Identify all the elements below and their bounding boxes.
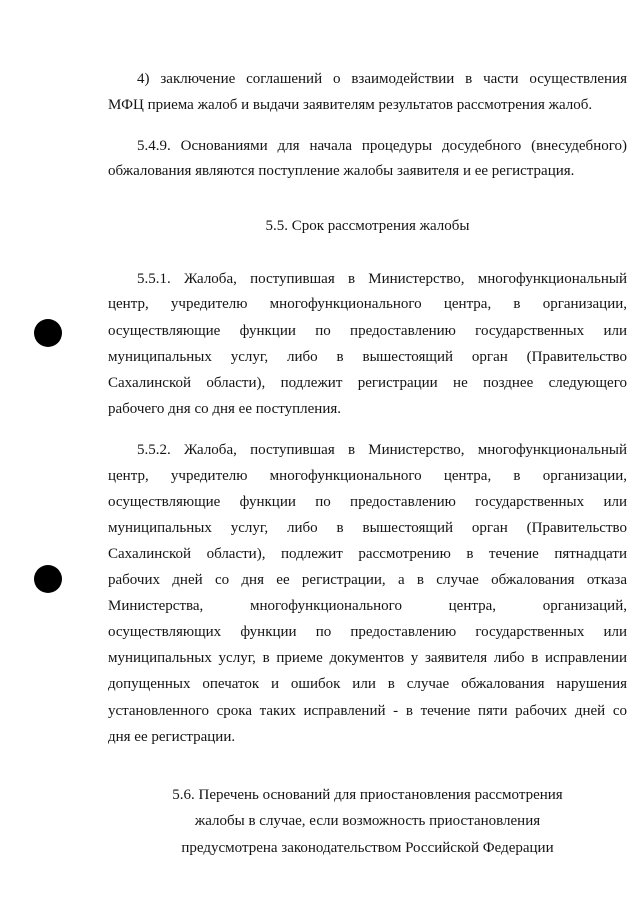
text-line: Министерства, многофункционального центра, организаций, (108, 598, 627, 614)
text-line: осуществляющие функции по предоставлению государственных или (108, 494, 627, 510)
text-line: обжалования являются поступление жалобы заявителя и ее регистрация. (108, 163, 575, 179)
text-line: 4) заключение соглашений о взаимодействии в части осуществления (137, 71, 627, 87)
text-line: допущенных опечаток и ошибок или в случае обжалования нарушения (108, 676, 627, 692)
text-line: центр, учредителю многофункционального центра, в организации, (108, 296, 627, 312)
text-line: осуществляющие функции по предоставлению государственных или (108, 323, 627, 339)
section-heading: жалобы в случае, если возможность приостановления (194, 813, 541, 829)
text-line: дня ее регистрации. (108, 729, 236, 745)
section-heading: 5.5. Срок рассмотрения жалобы (265, 218, 470, 234)
text-line: муниципальных услуг, либо в вышестоящий орган (Правительство (108, 349, 627, 365)
text-line: муниципальных услуг, в приеме документов у заявителя либо в исправлении (108, 650, 627, 666)
text-line: установленного срока таких исправлений - в течение пяти рабочих дней со (108, 703, 627, 719)
text-line: 5.4.9. Основаниями для начала процедуры досудебного (внесудебного) (137, 138, 627, 154)
text-line: МФЦ приема жалоб и выдачи заявителям результатов рассмотрения жалоб. (108, 97, 593, 113)
text-line: центр, учредителю многофункционального центра, в организации, (108, 468, 627, 484)
section-heading: 5.6. Перечень оснований для приостановления рассмотрения (172, 787, 563, 803)
text-line: муниципальных услуг, либо в вышестоящий орган (Правительство (108, 520, 627, 536)
text-line: осуществляющих функции по предоставлению государственных или (108, 624, 627, 640)
punch-hole-upper (34, 319, 62, 347)
text-line: Сахалинской области), подлежит рассмотрению в течение пятнадцати (108, 546, 627, 562)
text-line: рабочих дней со дня ее регистрации, а в случае обжалования отказа (108, 572, 627, 588)
section-heading: предусмотрена законодательством Российской Федерации (181, 840, 554, 856)
punch-hole-lower (34, 565, 62, 593)
text-line: 5.5.1. Жалоба, поступившая в Министерство, многофункциональный (137, 271, 627, 287)
text-line: рабочего дня со дня ее поступления. (108, 401, 342, 417)
text-line: Сахалинской области), подлежит регистрации не позднее следующего (108, 375, 627, 391)
text-line: 5.5.2. Жалоба, поступившая в Министерство, многофункциональный (137, 442, 627, 458)
